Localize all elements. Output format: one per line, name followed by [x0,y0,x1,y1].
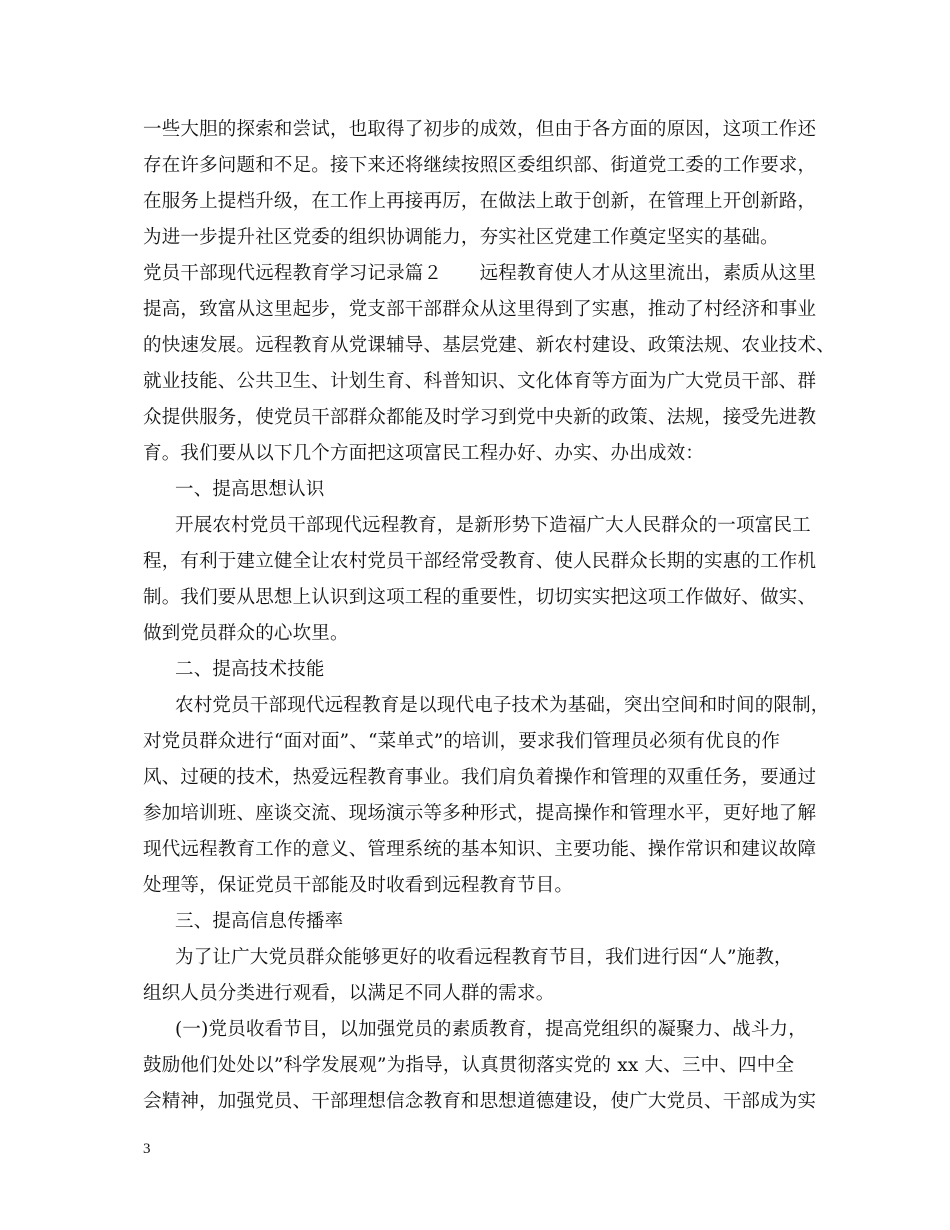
body-text-line: 制。我们要从思想上认识到这项工程的重要性，切切实实把这项工作做好、做实、 [143,587,817,608]
section-title-line: 党员干部现代远程教育学习记录篇２ 远程教育使人才从这里流出，素质从这里 [143,263,817,284]
body-text-line: 农村党员干部现代远程教育是以现代电子技术为基础，突出空间和时间的限制， [175,695,830,716]
body-text-line: 组织人员分类进行观看，以满足不同人群的需求。 [143,983,555,1004]
body-text-line: 育。我们要从以下几个方面把这项富民工程办好、办实、办出成效： [143,443,705,464]
body-text-line: 一些大胆的探索和尝试，也取得了初步的成效，但由于各方面的原因，这项工作还 [143,119,817,140]
body-text-line: 在服务上提档升级，在工作上再接再厉，在做法上敢于创新，在管理上开创新路， [143,191,817,212]
body-text-line: 为进一步提升社区党委的组织协调能力，夯实社区党建工作奠定坚实的基础。 [143,227,779,248]
body-text-line: (一)党员收看节目，以加强党员的素质教育，提高党组织的凝聚力、战斗力， [175,1019,807,1040]
body-text-line: 风、过硬的技术，热爱远程教育事业。我们肩负着操作和管理的双重任务，要通过 [143,767,817,788]
body-text-line: 现代远程教育工作的意义、管理系统的基本知识、主要功能、操作常识和建议故障 [143,839,817,860]
body-text-line: 鼓励他们处处以”科学发展观”为指导，认真贯彻落实党的 xx 大、三中、四中全 [143,1055,795,1076]
body-text-line: 存在许多问题和不足。接下来还将继续按照区委组织部、街道党工委的工作要求， [143,155,817,176]
body-text-line: 的快速发展。远程教育从党课辅导、基层党建、新农村建设、政策法规、农业技术、 [143,335,835,356]
body-text-line: 为了让广大党员群众能够更好的收看远程教育节目，我们进行因“人”施教， [175,947,793,968]
subheading-line: 三、提高信息传播率 [175,911,344,932]
body-text-line: 程，有利于建立健全让农村党员干部经常受教育、使人民群众长期的实惠的工作机 [143,551,817,572]
body-text-line: 会精神，加强党员、干部理想信念教育和思想道德建设，使广大党员、干部成为实 [143,1091,817,1112]
body-text-line: 对党员群众进行“面对面”、“菜单式”的培训，要求我们管理员必须有优良的作 [143,731,781,752]
body-text-line: 做到党员群众的心坎里。 [143,623,349,644]
body-text-line: 参加培训班、座谈交流、现场演示等多种形式，提高操作和管理水平，更好地了解 [143,803,817,824]
body-text-line: 开展农村党员干部现代远程教育，是新形势下造福广大人民群众的一项富民工 [175,515,811,536]
body-text-line: 提高，致富从这里起步，党支部干部群众从这里得到了实惠，推动了村经济和事业 [143,299,817,320]
body-text-line: 众提供服务，使党员干部群众都能及时学习到党中央新的政策、法规，接受先进教 [143,407,817,428]
body-text-line: 处理等，保证党员干部能及时收看到远程教育节目。 [143,875,574,896]
body-text-line: 就业技能、公共卫生、计划生育、科普知识、文化体育等方面为广大党员干部、群 [143,371,817,392]
subheading-line: 二、提高技术技能 [175,659,325,680]
subheading-line: 一、提高思想认识 [175,479,325,500]
page-number: 3 [143,1141,151,1157]
